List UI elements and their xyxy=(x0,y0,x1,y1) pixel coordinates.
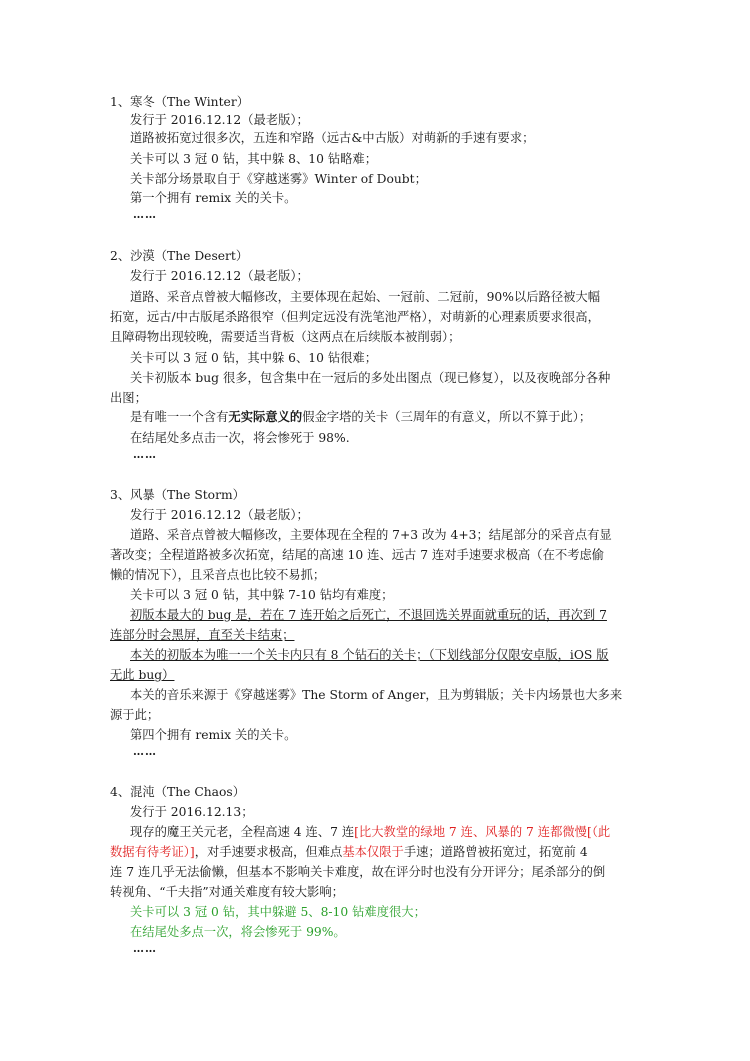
text-line: 在结尾处多点击一次，将会惨死于 98%. xyxy=(130,431,350,445)
text-line: 拓宽，远古/中古版尾杀路很窄（但判定远没有洗笔池严格），对萌新的心理素质要求很高， xyxy=(110,310,600,324)
text-fragment: 手速；道路曾被拓宽过，拓宽前 4 xyxy=(403,845,588,859)
text-line: 连 7 连几乎无法偷懒，但基本不影响关卡难度，故在评分时也没有分开评分；尾杀部分的倒 xyxy=(110,865,606,879)
section-heading: 2、沙漠（The Desert） xyxy=(110,249,249,263)
underlined-text: 连部分时会黑屏，直至关卡结束； xyxy=(110,628,295,642)
text-line: 道路、采音点曾被大幅修改，主要体现在全程的 7+3 改为 4+3；结尾部分的采音点有显 xyxy=(130,528,612,542)
text-line xyxy=(110,844,588,860)
text-fragment: 是有唯一一个含有 xyxy=(130,410,229,424)
text-fragment: ，对手速要求极高，但难点 xyxy=(194,845,343,859)
text-line: 发行于 2016.12.12（最老版）； xyxy=(130,269,309,283)
text-line xyxy=(130,824,610,840)
text-line: 关卡初版本 bug 很多，包含集中在一冠后的多处出图点（现已修复），以及夜晚部分各种 xyxy=(130,371,611,385)
text-line: 第四个拥有 remix 关的关卡。 xyxy=(130,728,297,742)
section-heading: 1、寒冬（The Winter） xyxy=(110,95,249,109)
underlined-text: 初版本最大的 bug 是，若在 7 连开始之后死亡，不退回选关界面就重玩的话，再次到 7 xyxy=(130,608,607,622)
ellipsis: …… xyxy=(133,208,157,221)
green-text: 关卡可以 3 冠 0 钻，其中躲避 5、8-10 钻难度很大； xyxy=(130,905,426,919)
underlined-text: 本关的初版本为唯一一个关卡内只有 8 个钻石的关卡；（下划线部分仅限安卓版，iOS 版 xyxy=(130,648,609,662)
text-line: 关卡可以 3 冠 0 钻，其中躲 8、10 钻略难； xyxy=(130,152,378,166)
text-line: 关卡部分场景取自于《穿越迷雾》Winter of Doubt； xyxy=(130,172,427,186)
bold-text: 无实际意义的 xyxy=(228,409,303,424)
ellipsis: …… xyxy=(133,745,157,758)
underlined-text: 无此 bug） xyxy=(110,668,175,682)
text-line: 发行于 2016.12.13； xyxy=(130,805,254,819)
text-line: 发行于 2016.12.12（最老版）； xyxy=(130,508,309,522)
text-line: 道路被拓宽过很多次，五连和窄路（远古&中古版）对萌新的手速有要求； xyxy=(130,131,535,145)
text-line: 关卡可以 3 冠 0 钻，其中躲 7-10 钻均有难度； xyxy=(130,588,394,602)
text-line: 源于此； xyxy=(110,708,160,722)
text-fragment: 假金字塔的关卡（三周年的有意义，所以不算于此）； xyxy=(302,410,592,424)
red-text: 数据有待考证）] xyxy=(110,845,195,859)
text-line: 第一个拥有 remix 关的关卡。 xyxy=(130,191,297,205)
text-line: 关卡可以 3 冠 0 钻，其中躲 6、10 钻很难； xyxy=(130,351,378,365)
text-line xyxy=(130,409,591,425)
green-text: 在结尾处多点一次，将会惨死于 99%。 xyxy=(130,925,346,939)
text-line: 懒的情况下），且采音点也比较不易抓； xyxy=(110,568,326,582)
text-fragment: 现存的魔王关元老，全程高速 4 连、7 连 xyxy=(130,825,355,839)
text-line: 本关的音乐来源于《穿越迷雾》The Storm of Anger，且为剪辑版；关卡内场景也大多来 xyxy=(130,688,623,702)
section-heading: 4、混沌（The Chaos） xyxy=(110,785,245,799)
text-line: 且障碍物出现较晚，需要适当背板（这两点在后续版本被削弱）； xyxy=(110,330,461,344)
ellipsis: …… xyxy=(133,942,157,955)
text-line: 出图； xyxy=(110,391,147,405)
ellipsis: …… xyxy=(133,448,157,461)
section-heading: 3、风暴（The Storm） xyxy=(110,488,245,502)
red-text: [比大教堂的绿地 7 连、风暴的 7 连都微慢[（此 xyxy=(354,825,611,839)
red-text: 基本仅限于 xyxy=(342,845,404,859)
text-line: 道路、采音点曾被大幅修改，主要体现在起始、一冠前、二冠前，90%以后路径被大幅 xyxy=(130,290,601,304)
text-line: 转视角、“千夫指”对通关难度有较大影响； xyxy=(110,885,344,899)
text-line: 发行于 2016.12.12（最老版）； xyxy=(130,113,309,127)
text-line: 著改变；全程道路被多次拓宽，结尾的高速 10 连、远古 7 连对手速要求极高（在不考虑偷 xyxy=(110,548,605,562)
